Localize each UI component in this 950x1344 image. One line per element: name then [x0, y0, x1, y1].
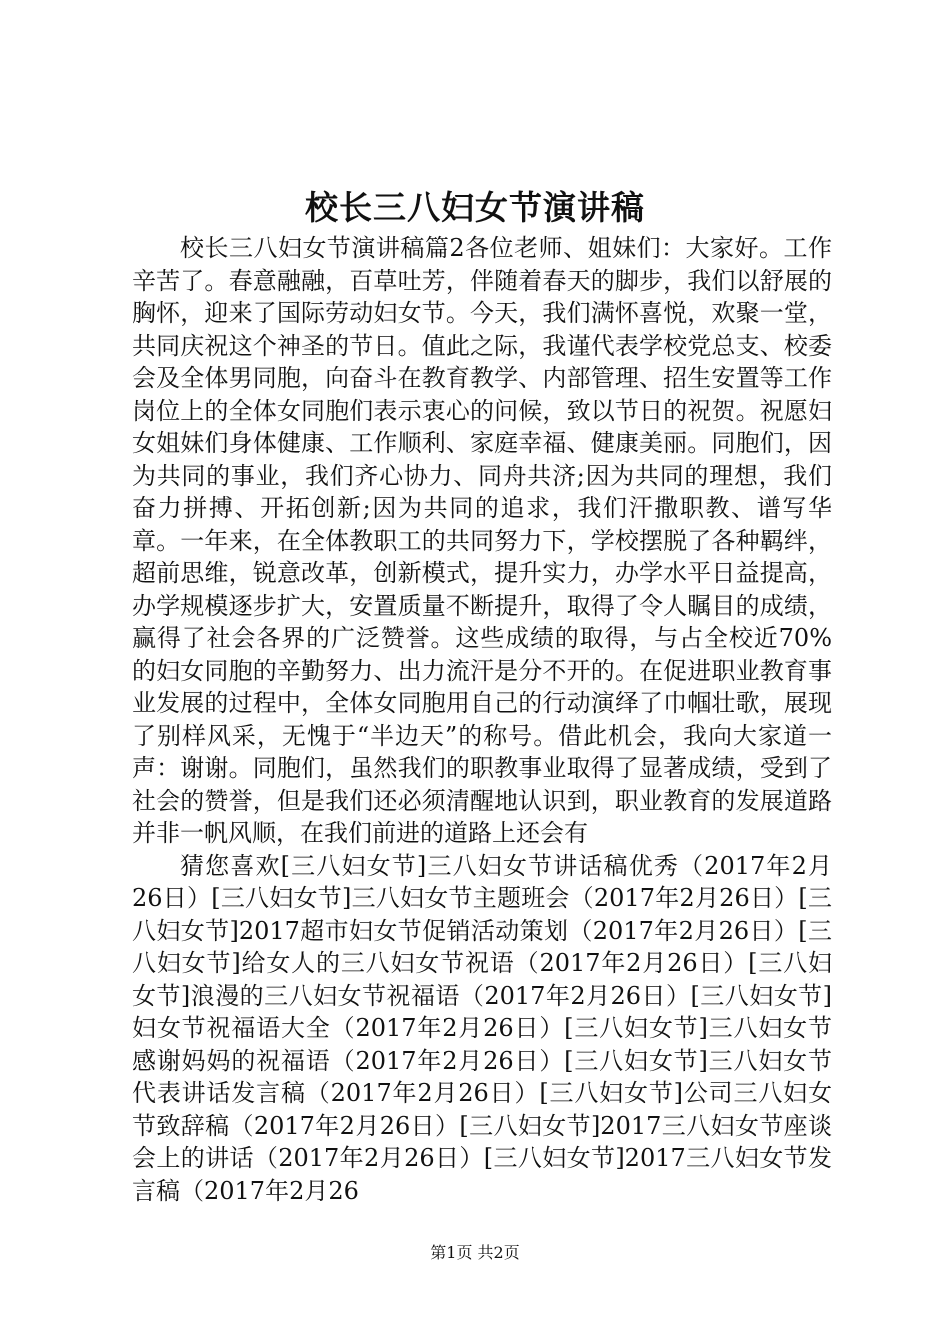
related-articles-paragraph: 猜您喜欢[三八妇女节]三八妇女节讲话稿优秀（2017年2月26日）[三八妇女节]三八妇女节主题班会（2017年2月26日）[三八妇女节]2017超市妇女节促销活动策划（2017年2月26日）[三八妇女节]给女人的三八妇女节祝语（2017年2月26日）[三八妇女节]浪漫的三八妇女节祝福语（2017年2月26日）[三八妇女节]妇女节祝福语大全（2017年2月26日）[三八妇女节]三八妇女节感谢妈妈的祝福语（2017年2月26日）[三八妇女节]三八妇女节代表讲话发言稿（2017年2月26日）[三八妇女节]公司三八妇女节致辞稿（2017年2月26日）[三八妇女节]2017三八妇女节座谈会上的讲话（2017年2月26日）[三八妇女节]2017三八妇女节发言稿（2017年2月26 [132, 851, 832, 1205]
page-footer: 第1页 共2页 [430, 1243, 520, 1262]
document-title: 校长三八妇女节演讲稿 [305, 188, 645, 227]
speech-paragraph: 校长三八妇女节演讲稿篇2各位老师、姐妹们：大家好。工作辛苦了。春意融融，百草吐芳，伴随着春天的脚步，我们以舒展的胸怀，迎来了国际劳动妇女节。今天，我们满怀喜悦，欢聚一堂，共同庆祝这个神圣的节日。值此之际，我谨代表学校党总支、校委会及全体男同胞，向奋斗在教育教学、内部管理、招生安置等工作岗位上的全体女同胞们表示衷心的问候，致以节日的祝贺。祝愿妇女姐妹们身体健康、工作顺利、家庭幸福、健康美丽。同胞们，因为共同的事业，我们齐心协力、同舟共济;因为共同的理想，我们奋力拼搏、开拓创新;因为共同的追求，我们汗撒职教、谱写华章。一年来，在全体教职工的共同努力下，学校摆脱了各种羁绊，超前思维，锐意改革，创新模式，提升实力，办学水平日益提高，办学规模逐步扩大，安置质量不断提升，取得了令人瞩目的成绩，赢得了社会各界的广泛赞誉。这些成绩的取得，与占全校近70%的妇女同胞的辛勤努力、出力流汗是分不开的。在促进职业教育事业发展的过程中，全体女同胞用自己的行动演绎了巾帼壮歌，展现了别样风采，无愧于“半边天”的称号。借此机会，我向大家道一声：谢谢。同胞们，虽然我们的职教事业取得了显著成绩，受到了社会的赞誉，但是我们还必须清醒地认识到，职业教育的发展道路并非一帆风顺，在我们前进的道路上还会有 [132, 234, 832, 847]
document-body [132, 232, 832, 1207]
